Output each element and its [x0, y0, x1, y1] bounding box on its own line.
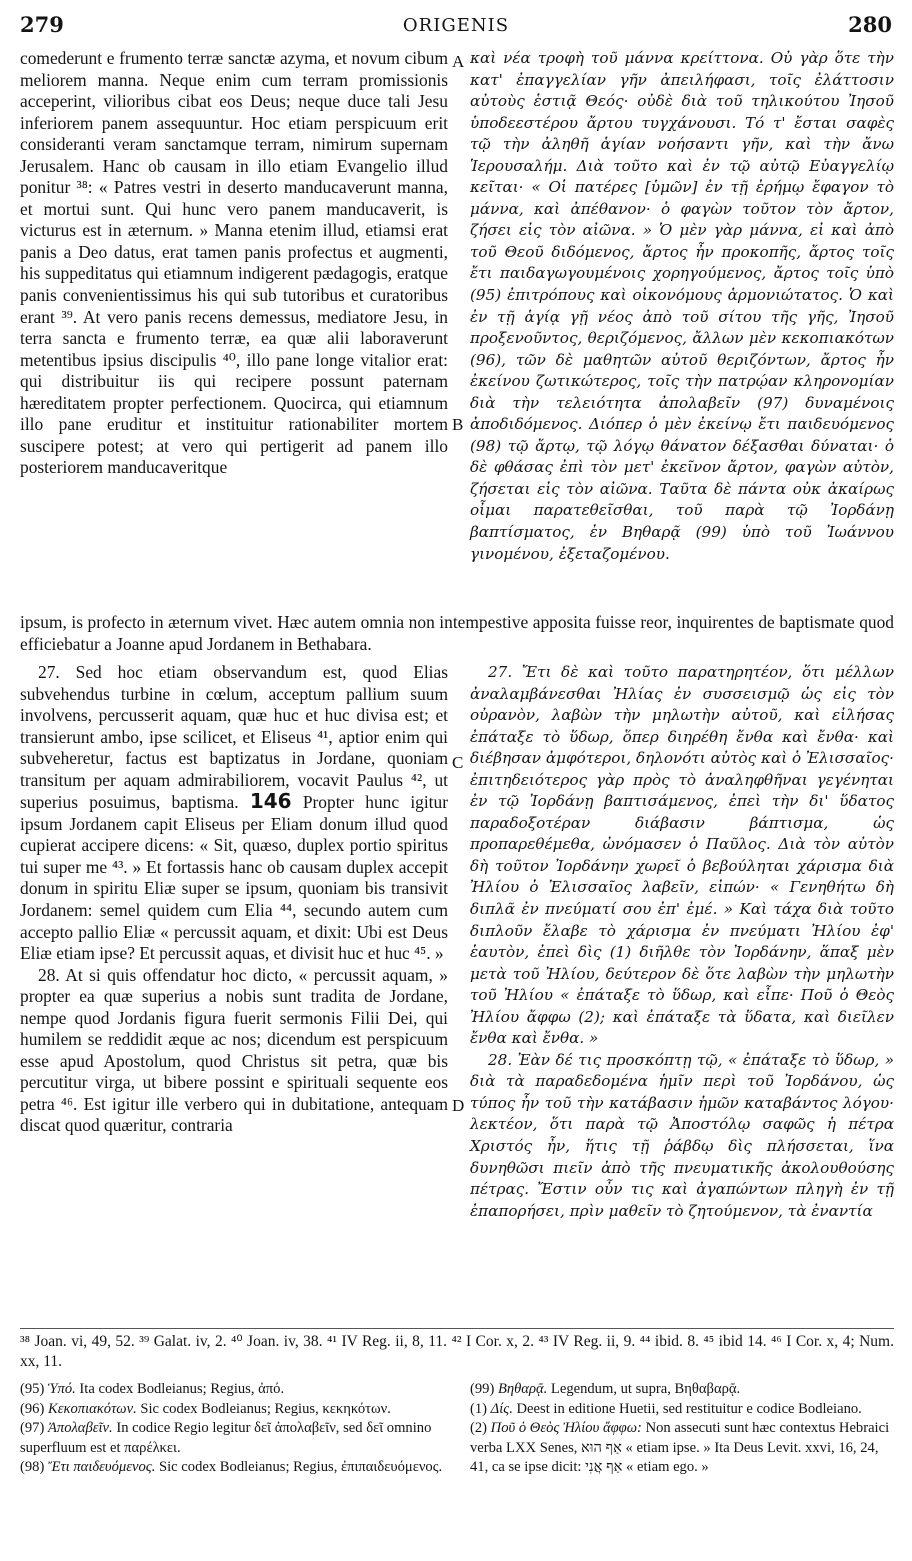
scripture-footnotes: ³⁸ Joan. vi, 49, 52. ³⁹ Galat. iv, 2. ⁴⁰ Joan. iv, 38. ⁴¹ IV Reg. ii, 8, 11. ⁴² I Cor. x, 2. ⁴³ IV Reg. ii, 9. ⁴⁴ ibid. 8. ⁴⁵ ibid 14. ⁴⁶ I Cor. x, 4; Num. xx, 11. [20, 1333, 894, 1370]
latin-column-bottom [20, 662, 448, 1137]
note-number: (97) [20, 1420, 48, 1436]
right-page-number: 280 [848, 12, 892, 37]
note-number: (98) [20, 1459, 48, 1475]
latin-paragraph-27a: 27. Sed hoc etiam observandum est, quod Elias subvehendus turbine in cœlum, acceptum pallium suum involvens, percusserit aquam, quæ huc et huc divisa est; et transierunt ambo, ipse scilicet, et Eliseus ⁴¹, aptior enim qui subveheretur, factus est baptizatus in Jordane, quoniam transitum per aquam admirabiliorem, vocavit Paulus ⁴², ut superius posuimus, baptisma. [20, 662, 448, 813]
page-header [0, 12, 912, 42]
note-text: Legendum, ut supra, Βηθαβαρᾷ. [550, 1381, 741, 1397]
textual-note [470, 1380, 894, 1400]
margin-mark-b: B [452, 415, 464, 434]
note-number: (99) [470, 1381, 498, 1397]
note-lemma: Ἀπολαβεῖν. [47, 1420, 117, 1436]
textual-notes-right [470, 1380, 894, 1478]
column-number: 146 [249, 789, 292, 814]
note-number: (1) [470, 1400, 491, 1417]
textual-notes-left [20, 1380, 448, 1478]
left-page-number: 279 [20, 12, 64, 37]
textual-note [20, 1400, 448, 1420]
margin-mark-a: A [452, 52, 465, 71]
latin-paragraph-top: comederunt e frumento terræ sanctæ azyma, et novum cibum meliorem manna. Neque enim cum terram promissionis acceperint, vilioribus cibat eos Deus; neque duce tali Jesu inferiorem panem assequuntur. Hoc etiam perspicuum erit consideranti veram sanctamque terram, nimirum supernam Jerusalem. Hanc ob causam in illo etiam Evangelio illud ponitur ³⁸: « Patres vestri in deserto manducaverunt manna, et mortui sunt. Qui hunc vero panem manducaverit, is victurus est in æternum. » Manna etenim illud, etiamsi erat panis a Deo datus, erat tamen panis profectus et augmenti, his suppeditatus qui etiamnum indigerent pædagogis, eratque panis convenientissimus his qui sub tutoribus et curatoribus erant ³⁹. At vero panis recens demessus, mediatore Jesu, in terra sancta e frumento terræ, ea quæ alii laboraverunt metentibus ipsius discipulis ⁴⁰, illo pane longe vitalior erat: qui distribuitur iis qui recipere possunt paternam hæreditatem propter perfectionem. Quocirca, qui etiamnum illo pane eruditur et instituitur rationabiliter mortem suscipere potest; at vero qui pertigerit ad panem illo posteriorem manducaveritque [20, 48, 448, 478]
note-lemma: Δίς. [490, 1400, 517, 1417]
note-number: (2) [470, 1420, 491, 1436]
running-title: ORIGENIS [402, 15, 510, 36]
note-lemma: Βηθαρᾷ. [497, 1381, 551, 1397]
note-text: Deest in editione Huetii, sed restituitur e codice Bodleiano. [516, 1400, 862, 1417]
latin-paragraph-28: 28. At si quis offendatur hoc dicto, « percussit aquam, » propter ea quæ superius a nobis sunt tradita de Jordane, nempe quod Jordanis figura fuerit sermonis Filii Dei, qui humilem se reddidit æque ac nos; dicendum est perspicuum esse apud Apostolum, quod Christus sit petra, quæ bis percutitur virga, ut bibere possint e spirituali sequente eos petra ⁴⁶. Est igitur ille verbero qui in dubitatione, antequam discat quod quæritur, contraria [20, 964, 448, 1136]
latin-paragraph-27 [20, 662, 448, 965]
textual-note [20, 1458, 448, 1478]
note-text: Sic codex Bodleianus; Regius, ἐπιπαιδευόμενος. [159, 1459, 443, 1475]
greek-paragraph-28: 28. Ἐὰν δέ τις προσκόπτῃ τῷ, « ἐπάταξε τὸ ὕδωρ, » διὰ τὰ παραδεδομένα ἡμῖν περὶ τοῦ Ἰορδάνου, ὡς τύπος ἦν τοῦ τὴν κατάβασιν ἡμῶν καταβάντος λόγου· λεκτέον, ὅτι παρὰ τῷ Ἀποστόλῳ σαφῶς ἡ πέτρα Χριστός ἦν, ἥτις τῇ ῥάβδῳ δὶς πλήσσεται, ἵνα δυνηθῶσι πιεῖν ἀπὸ τῆς πνευματικῆς ἀκολουθούσης πέτρας. Ἔστιν οὖν τις καὶ ἀγαπώντων πληγὴ ἐν τῇ ἐπαπορήσει, πρὶν μαθεῖν τὸ ζητούμενον, τὰ ἐναντία [470, 1050, 894, 1220]
textual-note [470, 1400, 894, 1420]
textual-note [20, 1380, 448, 1400]
note-number: (95) [20, 1381, 48, 1397]
latin-paragraph-27b: Propter hunc igitur ipsum Jordanem capit Eliseus per Eliam donum illud quod cupierat accipere dicens: « Sit, quæso, duplex portio spiritus tui super me ⁴³. » Et fortassis hanc ob causam duplex accepit donum in spiritu Eliæ super se ipsum, quoniam bis transivit Jordanem: semel quidem cum Elia ⁴⁴, secundo autem cum accepto pallio Eliæ « percussit aquam, et dixit: Ubi est Deus Eliæ etiam ipse? Et percussit aquas, et divisit huc et huc ⁴⁵. » [20, 792, 448, 964]
footnote-rule [20, 1328, 894, 1329]
note-lemma: Κεκοπιακότων. [47, 1400, 141, 1417]
greek-paragraph-top: καὶ νέα τροφὴ τοῦ μάννα κρείττονα. Οὐ γὰρ ὅτε τὴν κατ' ἐπαγγελίαν γῆν ἀπειλήφασι, τοῖς ἐλάττοσιν αὐτοὺς ἑστιᾷ Θεός· οὐδὲ διὰ τοῦ τηλικούτου Ἰησοῦ ὑποδεεστέρου ἄρτου τυγχάνουσι. Τό τ' ἔσται σαφὲς τῷ τὴν ἀληθῆ ἁγίαν νοήσαντι γῆν, καὶ τὴν ἄνω Ἱερουσαλήμ. Διὰ τοῦτο καὶ ἐν τῷ αὐτῷ Εὐαγγελίῳ κεῖται· « Οἱ πατέρες [ὑμῶν] ἐν τῇ ἐρήμῳ ἔφαγον τὸ μάννα, καὶ ἀπέθανον· ὁ φαγὼν τοῦτον τὸν ἄρτον, ζήσει εἰς τὸν αἰῶνα. » Ὁ μὲν γὰρ μάννα, εἰ καὶ ἀπὸ τοῦ Θεοῦ διδόμενος, ἄρτος ἦν προκοπῆς, ἄρτος τοῖς ἔτι παιδαγωγουμένοις χορηγούμενος, ἄρτος τοῖς ὑπὸ (95) ἐπιτρόπους καὶ οἰκονόμους ἁρμονιώτατος. Ὁ καὶ ἐν τῇ ἁγίᾳ γῇ νέος ἀπὸ τοῦ σίτου τῆς γῆς, Ἰησοῦ προξενοῦντος, θεριζόμενος, ἄλλων μὲν κεκοπιακότων (96), τῶν δὲ μαθητῶν αὐτοῦ θεριζόντων, ἄρτος ἦν ἐκείνου ζωτικώτερος, τοῖς τὴν πατρῴαν κληρονομίαν διὰ τὴν τελειότητα ἀπολαβεῖν (97) δυναμένοις ἀποδιδόμενος. Διόπερ ὁ μὲν ἐκείνῳ ἔτι παιδευόμενος (98) τῷ ἄρτῳ, τῷ λόγῳ θάνατον δέξασθαι δύναται· ὁ δὲ φθάσας ἐπὶ τὸν μετ' ἐκεῖνον ἄρτον, φαγὼν αὐτὸν, ζήσεται εἰς τὸν αἰῶνα. Ταῦτα δὲ πάντα οὐκ ἀκαίρως οἶμαι παρατεθεῖσθαι, τοῦ παρὰ τῷ Ἰορδάνῃ βαπτίσματος, ἐν Βηθαρᾷ (99) ὑπὸ τοῦ Ἰωάννου γινομένου, ἐξεταζομένου. [470, 49, 894, 563]
greek-column-bottom [470, 662, 894, 1222]
note-text: In codice Regio legitur δεῖ ἀπολαβεῖν, sed δεῖ omnino superfluum est et παρέλκει. [20, 1420, 432, 1456]
latin-column-top [20, 48, 448, 479]
greek-column-top [470, 48, 894, 565]
margin-mark-c: C [452, 753, 464, 772]
spanning-text: ipsum, is profecto in æternum vivet. Hæc autem omnia non intempestive apposita fuisse reor, inquirentes de baptismate quod efficiebatur a Joanne apud Jordanem in Bethabara. [20, 612, 894, 654]
note-text: Ita codex Bodleianus; Regius, ἀπό. [79, 1381, 285, 1397]
note-number: (96) [20, 1400, 48, 1417]
note-text: Non assecuti sunt hæc contextus Hebraici verba LXX Senes, אַף הוּא « etiam ipse. » Ita Deus Levit. xxvi, 16, 24, 41, ca se ipse dicit: אַף אֲנִי « etiam ego. » [470, 1420, 890, 1475]
note-text: Sic codex Bodleianus; Regius, κεκηκότων. [140, 1400, 391, 1417]
note-lemma: Ποῦ ὁ Θεὸς Ἠλίου ἄφφω: [490, 1420, 646, 1436]
note-lemma: Ὑπό. [47, 1381, 80, 1397]
textual-note [20, 1419, 448, 1458]
greek-paragraph-27: 27. Ἔτι δὲ καὶ τοῦτο παρατηρητέον, ὅτι μέλλων ἀναλαμβάνεσθαι Ἠλίας ἐν συσσεισμῷ ὡς εἰς τὸν οὐρανὸν, λαβὼν τὴν μηλωτὴν αὐτοῦ, καὶ εἰλήσας ἐπάταξε τὸ ὕδωρ, ὅπερ διηρέθη ἔνθα καὶ ἔνθα· καὶ διέβησαν ἀμφότεροι, δηλονότι αὐτὸς καὶ ὁ Ἐλισσαῖος· ἐπιτηδειότερος γὰρ πρὸς τὸ ἀναληφθῆναι γεγένηται ἐν τῷ Ἰορδάνῃ βαπτισάμενος, ἐπεὶ τὴν δι' ὕδατος παραδοξοτέραν διάβασιν βάπτισμα, ὡς προπαρεθέμεθα, ὠνόμασεν ὁ Παῦλος. Διὰ τὸν αὐτὸν δὴ τοῦτον Ἰορδάνην χωρεῖ ὁ βεβούληται χάρισμα διὰ Ἠλίου ὁ Ἐλισσαῖος λαβεῖν, εἰπών· « Γενηθήτω δὴ διπλᾶ ἐν πνεύματί σου ἐπ' ἐμέ. » Καὶ τάχα διὰ τοῦτο διπλοῦν ἔλαβε τὸ χάρισμα ἐν πνεύματι Ἠλίου ἐφ' ἑαυτὸν, ἐπεὶ δὶς (1) διῆλθε τὸν Ἰορδάνην, ἅπαξ μὲν μετὰ τοῦ Ἠλίου, δεύτερον δὲ ὅτε λαβὼν τὴν μηλωτὴν τοῦ Ἠλίου « ἐπάταξε τὸ ὕδωρ, καὶ εἶπε· Ποῦ ὁ Θεὸς Ἠλίου ἄφφω (2); καὶ ἐπάταξε τὰ ὕδατα, καὶ διεῖλεν ἔνθα καὶ ἔνθα. » [470, 663, 894, 1048]
textual-note [470, 1419, 894, 1478]
note-lemma: Ἔτι παιδευόμενος. [47, 1459, 159, 1475]
margin-mark-d: D [452, 1096, 465, 1115]
